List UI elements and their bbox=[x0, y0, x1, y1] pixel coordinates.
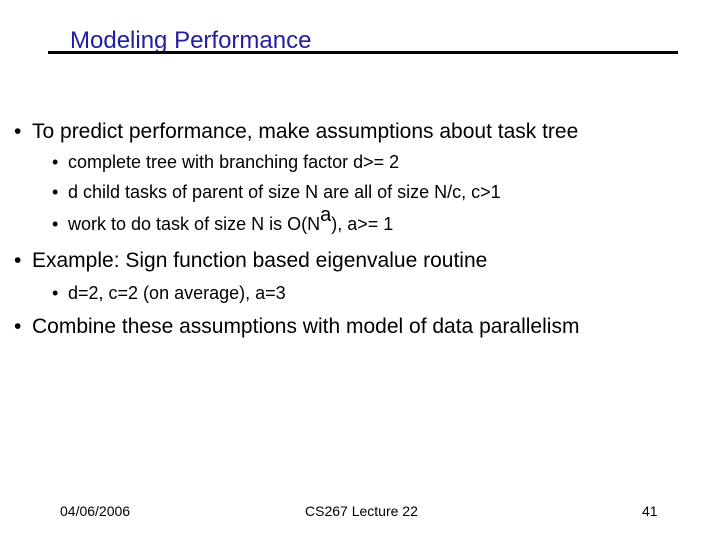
bullet-text: Combine these assumptions with model of data parallelism bbox=[32, 315, 580, 338]
bullet-marker: • bbox=[14, 315, 22, 338]
bullet-text: d child tasks of parent of size N are all of size N/c, c>1 bbox=[68, 182, 501, 202]
bullet-combine-assumptions bbox=[14, 315, 579, 339]
bullet-marker: • bbox=[14, 120, 22, 143]
bullet-text-before: work to do task of size N is O(N bbox=[68, 214, 321, 234]
sub-bullet-parameters bbox=[52, 283, 286, 304]
bullet-text: Example: Sign function based eigenvalue routine bbox=[32, 249, 488, 272]
bullet-predict-performance bbox=[14, 120, 578, 144]
sub-bullet-work-complexity bbox=[52, 204, 394, 235]
bullet-text: complete tree with branching factor d>= 2 bbox=[68, 152, 400, 172]
bullet-marker: • bbox=[52, 182, 59, 202]
bullet-marker: • bbox=[52, 214, 59, 234]
footer-page-number: 41 bbox=[642, 503, 658, 519]
bullet-marker: • bbox=[52, 283, 59, 303]
exponent-a: a bbox=[320, 204, 332, 226]
footer-date: 04/06/2006 bbox=[60, 503, 131, 519]
bullet-text: To predict performance, make assumptions about task tree bbox=[32, 120, 579, 143]
footer-course: CS267 Lecture 22 bbox=[305, 503, 418, 519]
title-underline bbox=[48, 51, 678, 54]
bullet-example bbox=[14, 249, 487, 273]
bullet-text-after: ), a>= 1 bbox=[331, 214, 394, 234]
bullet-marker: • bbox=[52, 152, 59, 172]
bullet-marker: • bbox=[14, 249, 22, 272]
slide-title: Modeling Performance bbox=[70, 27, 312, 54]
sub-bullet-complete-tree bbox=[52, 152, 399, 173]
bullet-text: d=2, c=2 (on average), a=3 bbox=[68, 283, 286, 303]
sub-bullet-child-tasks bbox=[52, 182, 501, 203]
